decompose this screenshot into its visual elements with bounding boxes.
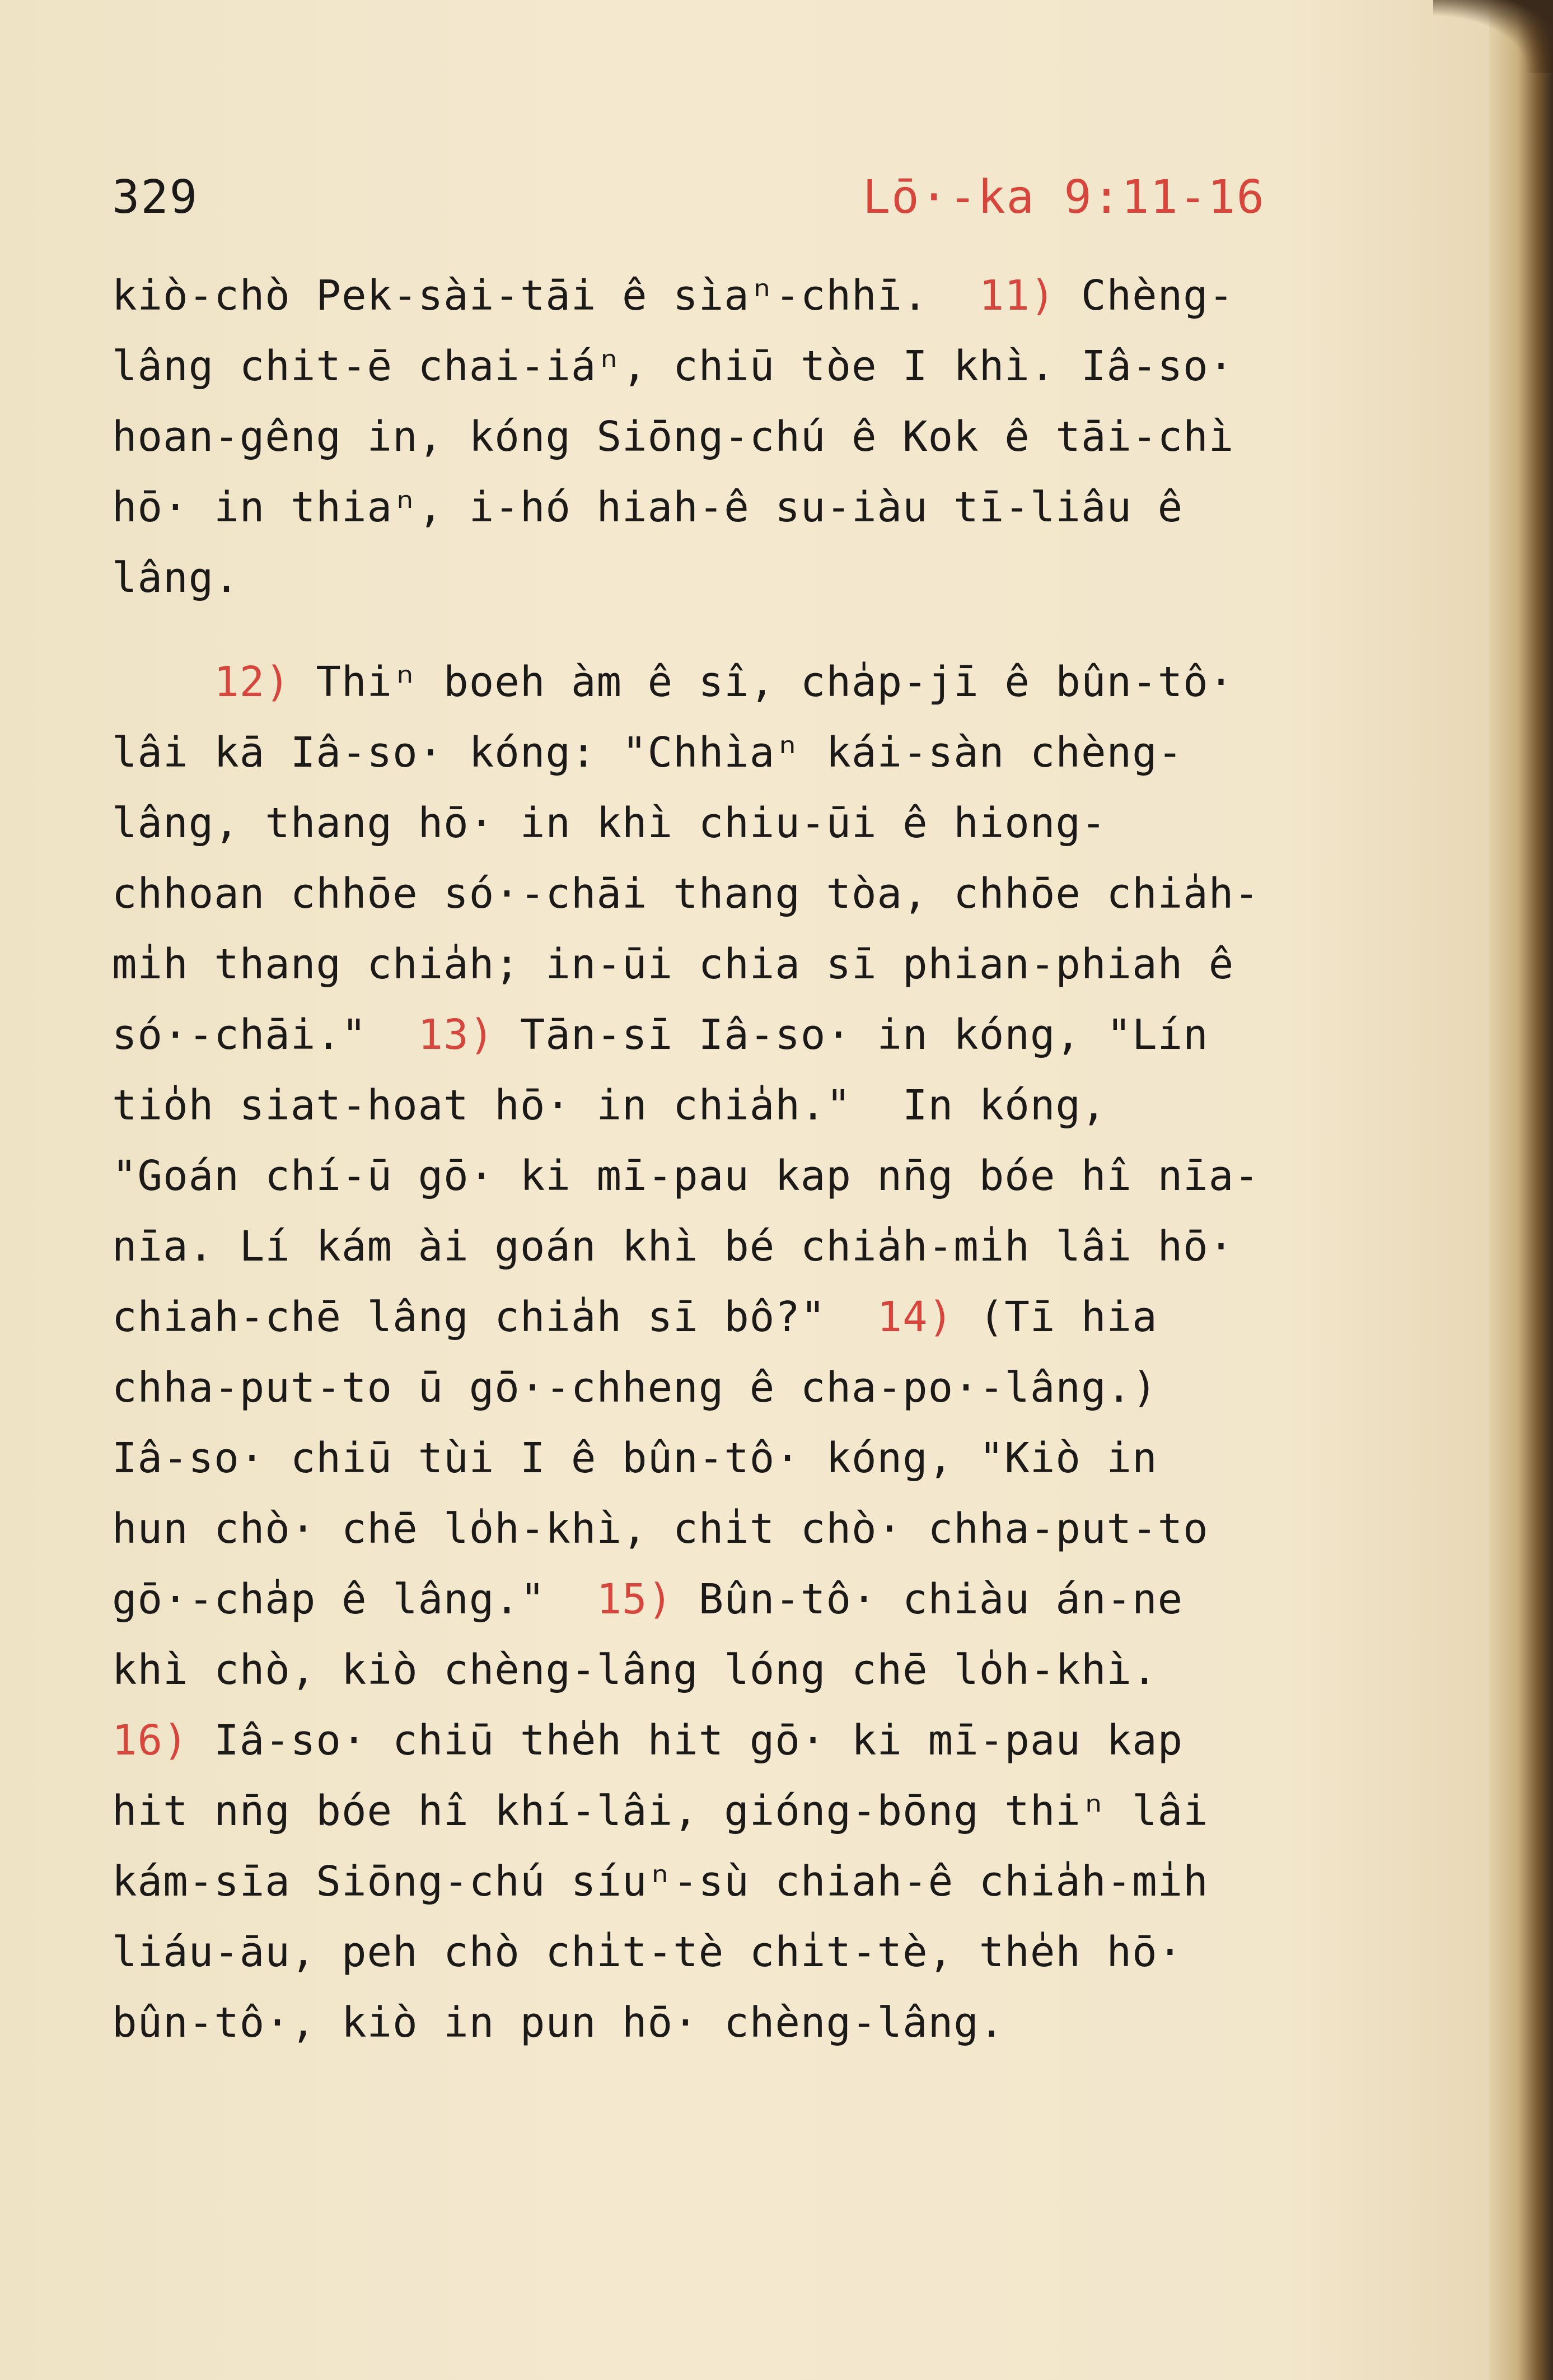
page-edge: [1489, 0, 1553, 2380]
line-text: chha-put-to ū gō·-chheng ê cha-po·-lâng.): [112, 1364, 1158, 1412]
line-text: (Tī hia: [953, 1293, 1158, 1341]
text-line: [112, 1000, 1400, 1070]
line-text: khì chò, kiò chèng-lâng lóng chē lo̍h-khì.: [112, 1646, 1158, 1694]
paragraph-gap: [112, 613, 1400, 647]
line-text: mi̍h thang chia̍h; in-ūi chia sī phian-phiah ê: [112, 940, 1234, 988]
text-line: [112, 402, 1400, 472]
text-line: [112, 647, 1400, 717]
text-line: [112, 543, 1400, 613]
verse-number: 16): [112, 1716, 189, 1765]
text-line: [112, 1423, 1400, 1494]
line-text: lâng.: [112, 554, 240, 602]
line-text: lâi kā Iâ-so· kóng: "Chhìaⁿ kái-sàn chèng-: [112, 729, 1184, 777]
line-text: chiah-chē lâng chia̍h sī bô?": [112, 1293, 877, 1341]
line-text: Thiⁿ boeh àm ê sî, cha̍p-jī ê bûn-tô·: [290, 658, 1234, 706]
text-line: [112, 1987, 1400, 2058]
verse-number: 11): [979, 272, 1056, 320]
line-text: nīa. Lí kám ài goán khì bé chia̍h-mi̍h lâi hō·: [112, 1222, 1234, 1271]
paragraph: [112, 260, 1400, 613]
text-line: [112, 1211, 1400, 1282]
line-text: tio̍h siat-hoat hō· in chia̍h." In kóng,: [112, 1081, 1107, 1130]
running-head: Lō·-ka 9:11-16: [862, 171, 1265, 224]
line-text: só·-chāi.": [112, 1011, 418, 1059]
text-line: [112, 1635, 1400, 1705]
line-text: "Goán chí-ū gō· ki mī-pau kap nn̄g bóe hî nīa-: [112, 1152, 1260, 1200]
text-line: [112, 1564, 1400, 1635]
line-text: [112, 658, 214, 706]
text-line: [112, 472, 1400, 543]
line-text: liáu-āu, peh chò chi̍t-tè chi̍t-tè, the̍h hō·: [112, 1928, 1184, 1976]
text-line: [112, 1070, 1400, 1141]
line-text: Tān-sī Iâ-so· in kóng, "Lín: [494, 1011, 1209, 1059]
text-line: [112, 1494, 1400, 1564]
page-header: [112, 171, 1265, 238]
text-line: [112, 788, 1400, 858]
line-text: hō· in thiaⁿ, i-hó hiah-ê su-iàu tī-liâu ê: [112, 483, 1184, 531]
verse-number: 12): [214, 658, 291, 706]
verse-number: 14): [877, 1293, 954, 1341]
line-text: Iâ-so· chiū the̍h hit gō· ki mī-pau kap: [188, 1716, 1184, 1765]
text-line: [112, 1282, 1400, 1352]
line-text: Chèng-: [1055, 272, 1234, 320]
text-line: [112, 260, 1400, 331]
line-text: kám-sīa Siōng-chú síuⁿ-sù chiah-ê chia̍h-mi̍h: [112, 1858, 1209, 1906]
page-corner-curl: [1433, 0, 1553, 73]
line-text: Bûn-tô· chiàu án-ne: [673, 1575, 1184, 1623]
line-text: kiò-chò Pek-sài-tāi ê sìaⁿ-chhī.: [112, 272, 979, 320]
paragraph: [112, 647, 1400, 2058]
page-number: 329: [112, 171, 199, 224]
text-line: [112, 929, 1400, 1000]
line-text: chhoan chhōe só·-chāi thang tòa, chhōe chia̍h-: [112, 870, 1260, 918]
verse-number: 15): [596, 1575, 673, 1623]
text-line: [112, 331, 1400, 402]
text-line: [112, 717, 1400, 788]
text-line: [112, 1705, 1400, 1776]
line-text: bûn-tô·, kiò in pun hō· chèng-lâng.: [112, 1999, 1005, 2047]
text-line: [112, 1846, 1400, 1917]
text-line: [112, 858, 1400, 929]
scripture-text: [112, 260, 1400, 2058]
line-text: gō·-cha̍p ê lâng.": [112, 1575, 597, 1623]
line-text: Iâ-so· chiū tùi I ê bûn-tô· kóng, "Kiò in: [112, 1434, 1158, 1482]
line-text: lâng, thang hō· in khì chiu-ūi ê hiong-: [112, 799, 1107, 847]
line-text: lâng chit-ē chai-iáⁿ, chiū tòe I khì. Iâ-so·: [112, 342, 1234, 390]
line-text: hun chò· chē lo̍h-khì, chi̍t chò· chha-put-to: [112, 1505, 1209, 1553]
text-line: [112, 1776, 1400, 1846]
line-text: hoan-gêng in, kóng Siōng-chú ê Kok ê tāi-chì: [112, 413, 1234, 461]
text-line: [112, 1141, 1400, 1211]
text-line: [112, 1352, 1400, 1423]
verse-number: 13): [418, 1011, 495, 1059]
line-text: hit nn̄g bóe hî khí-lâi, gióng-bōng thiⁿ lâi: [112, 1787, 1209, 1835]
text-line: [112, 1917, 1400, 1987]
